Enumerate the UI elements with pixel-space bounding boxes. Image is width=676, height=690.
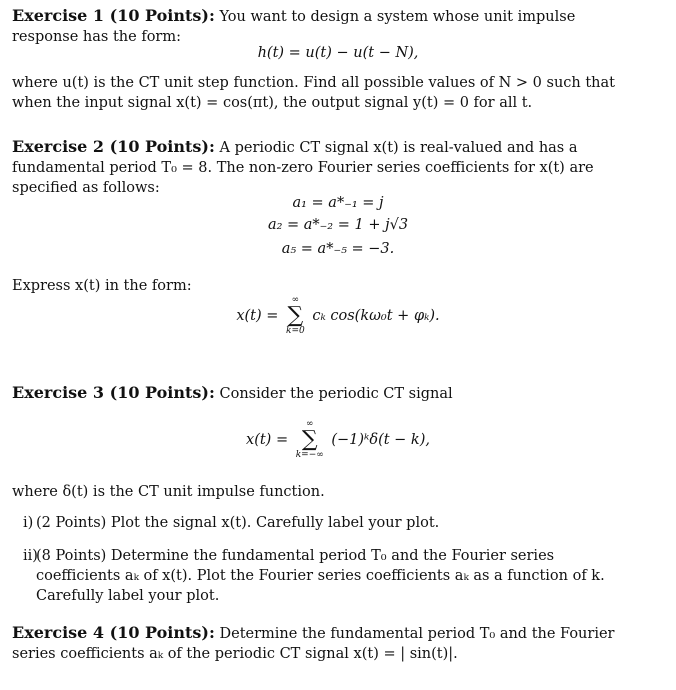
item-text: (2 Points) Plot the signal x(t). Carefully label your plot.	[36, 515, 440, 531]
exercise-2-intro	[12, 137, 640, 198]
exercise-2-sum-lower: k=0	[286, 326, 305, 336]
item-label: i)	[23, 515, 34, 531]
exercise-3-item-ii	[23, 546, 640, 606]
exercise-4-title: Exercise 4 (10 Points):	[12, 623, 215, 642]
exercise-2-coefficient-2: a₂ = a*₋₂ = 1 + j√3	[267, 217, 409, 233]
exercise-2-express: Express x(t) in the form:	[12, 278, 192, 294]
exercise-2-coefficient-1: a₁ = a*₋₁ = j	[292, 195, 384, 211]
exercise-3-body: where δ(t) is the CT unit impulse function.	[12, 484, 325, 500]
exercise-3-sum-lower: k=−∞	[295, 450, 324, 460]
exercise-2-sum-upper: ∞	[291, 295, 300, 305]
exercise-1-intro	[12, 6, 640, 47]
exercise-3-item-i	[23, 513, 640, 533]
exercise-2-form	[0, 296, 676, 336]
exercise-2-form-lhs: x(t) =	[236, 308, 279, 324]
exercise-2-coefficient-3: a₅ = a*₋₅ = −3.	[281, 241, 395, 257]
exercise-1-body: where u(t) is the CT unit step function. Find all possible values of N > 0 such that when the input signal x(t) = cos(πt), the output signal y(t) = 0 for all t.	[12, 75, 615, 111]
summation-sign: ∑	[287, 303, 304, 328]
exercise-3-form-rhs: (−1)ᵏδ(t − k),	[331, 432, 430, 448]
exercise-3-intro	[12, 383, 640, 404]
exercise-3-summation	[296, 420, 324, 460]
exercise-2-form-rhs: cₖ cos(kω₀t + φₖ).	[312, 308, 440, 324]
exercise-2-title: Exercise 2 (10 Points):	[12, 137, 215, 156]
exercise-1-equation: h(t) = u(t) − u(t − N),	[257, 45, 419, 61]
exercise-1-title: Exercise 1 (10 Points):	[12, 6, 215, 25]
summation-sign: ∑	[301, 427, 318, 452]
exercise-2-intro-text: A periodic CT signal x(t) is real-valued and has a fundamental period T₀ = 8. The non-zero Fourier series coefficients for x(t) are specified as follows:	[12, 140, 594, 196]
exercise-4-intro	[12, 623, 640, 664]
exercise-3-sum-upper: ∞	[305, 419, 314, 429]
exercise-3-form	[0, 420, 676, 460]
exercise-3-form-lhs: x(t) =	[246, 432, 289, 448]
exercise-4-intro-text: Determine the fundamental period T₀ and the Fourier series coefficients aₖ of the periodic CT signal x(t) = | sin(t)|.	[12, 626, 615, 662]
item-text: (8 Points) Determine the fundamental period T₀ and the Fourier series coefficients aₖ of x(t). Plot the Fourier series coefficients aₖ as a function of k. Carefully label your plot.	[36, 548, 605, 604]
exercise-2-summation	[286, 296, 305, 336]
exercise-3-title: Exercise 3 (10 Points):	[12, 383, 215, 402]
exercise-3-intro-text: Consider the periodic CT signal	[219, 386, 453, 402]
exercise-1-intro-text: You want to design a system whose unit impulse response has the form:	[12, 9, 576, 45]
item-label: ii)	[23, 548, 38, 564]
